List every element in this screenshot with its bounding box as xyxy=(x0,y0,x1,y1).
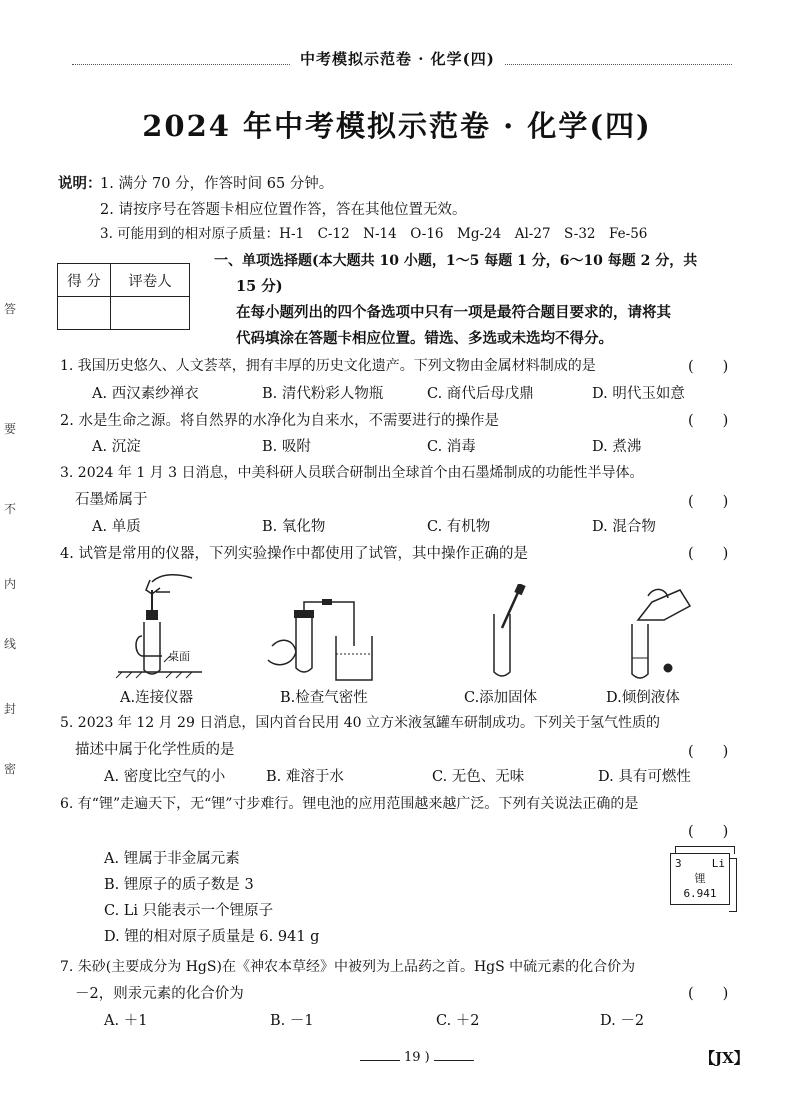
section-desc: 在每小题列出的四个备选项中只有一项是最符合题目要求的，请将其 xyxy=(236,304,671,321)
option[interactable]: D. 混合物 xyxy=(592,519,656,535)
element-name: 锂 xyxy=(694,872,706,885)
option[interactable]: C. 商代后母戊鼎 xyxy=(427,386,534,402)
atomic-mass: 6.941 xyxy=(683,887,717,900)
instruction-item: 2. 请按序号在答题卡相应位置作答，答在其他位置无效。 xyxy=(100,202,467,218)
answer-paren[interactable]: ( ) xyxy=(688,986,729,1002)
option[interactable]: A. 锂属于非金属元素 xyxy=(104,851,240,867)
question-stem: 5. 2023 年 12 月 29 日消息，国内首台民用 40 立方米液氢罐车研制成功。下列关于氢气性质的 xyxy=(60,715,661,731)
margin-char: 线 xyxy=(4,637,17,651)
figure-b-airtightness xyxy=(262,596,382,686)
option[interactable]: A. ＋1 xyxy=(104,1013,148,1029)
option[interactable]: A. 西汉素纱禅衣 xyxy=(92,386,199,402)
figure-caption[interactable]: A.连接仪器 xyxy=(120,690,194,706)
figure-a-connect-apparatus xyxy=(112,566,212,682)
margin-char: 密 xyxy=(4,762,17,776)
grader-header: 评卷人 xyxy=(111,264,190,297)
score-header: 得 分 xyxy=(58,264,111,297)
question-stem: 4. 试管是常用的仪器，下列实验操作中都使用了试管，其中操作正确的是 xyxy=(60,546,528,562)
option[interactable]: C. 有机物 xyxy=(427,519,491,535)
option[interactable]: D. －2 xyxy=(600,1013,645,1029)
instructions-label: 说明： xyxy=(58,175,102,192)
figure-label-table: 桌面 xyxy=(168,650,190,663)
answer-paren[interactable]: ( ) xyxy=(688,546,729,562)
option[interactable]: B. 清代粉彩人物瓶 xyxy=(262,386,384,402)
page-title: 2024 年中考模拟示范卷 · 化学(四) xyxy=(142,109,652,143)
answer-paren[interactable]: ( ) xyxy=(688,359,729,375)
margin-char: 内 xyxy=(4,577,17,591)
figure-c-add-solid xyxy=(480,584,530,684)
option[interactable]: B. －1 xyxy=(270,1013,314,1029)
answer-paren[interactable]: ( ) xyxy=(688,824,729,840)
question-stem-cont: 描述中属于化学性质的是 xyxy=(75,742,235,758)
section-heading-cont: 15 分) xyxy=(236,278,283,295)
instruction-item: 3. 可能用到的相对原子质量：H-1 C-12 N-14 O-16 Mg-24 Al-27 S-32 Fe-56 xyxy=(100,226,648,242)
option[interactable]: A. 密度比空气的小 xyxy=(104,769,226,785)
section-desc: 代码填涂在答题卡相应位置。错选、多选或未选均不得分。 xyxy=(236,330,613,347)
option[interactable]: C. ＋2 xyxy=(436,1013,480,1029)
figure-caption[interactable]: B.检查气密性 xyxy=(280,690,368,706)
atomic-number: 3 xyxy=(675,857,682,870)
question-stem: 7. 朱砂(主要成分为 HgS)在《神农本草经》中被列为上品药之首。HgS 中硫元素的化合价为 xyxy=(60,959,636,975)
question-stem: 2. 水是生命之源。将自然界的水净化为自来水，不需要进行的操作是 xyxy=(60,413,499,429)
option[interactable]: C. 无色、无味 xyxy=(432,769,525,785)
answer-paren[interactable]: ( ) xyxy=(688,494,729,510)
option[interactable]: D. 煮沸 xyxy=(592,439,642,455)
option[interactable]: B. 氧化物 xyxy=(262,519,326,535)
option[interactable]: D. 具有可燃性 xyxy=(598,769,691,785)
question-stem-cont: －2，则汞元素的化合价为 xyxy=(75,986,244,1002)
option[interactable]: C. Li 只能表示一个锂原子 xyxy=(104,903,274,919)
page-number-value: 19 xyxy=(404,1050,421,1065)
margin-char: 要 xyxy=(4,422,17,436)
answer-paren[interactable]: ( ) xyxy=(688,744,729,760)
score-cell[interactable] xyxy=(58,297,111,330)
option[interactable]: A. 单质 xyxy=(92,519,141,535)
option[interactable]: D. 明代玉如意 xyxy=(592,386,685,402)
option[interactable]: B. 吸附 xyxy=(262,439,311,455)
instruction-item: 1. 满分 70 分，作答时间 65 分钟。 xyxy=(100,176,334,192)
running-title: 中考模拟示范卷 · 化学(四) xyxy=(290,48,505,69)
page-number: 19 ) xyxy=(360,1050,478,1065)
question-stem: 3. 2024 年 1 月 3 日消息，中美科研人员联合研制出全球首个由石墨烯制成的功能性半导体。 xyxy=(60,465,644,481)
grader-cell[interactable] xyxy=(111,297,190,330)
figure-caption[interactable]: D.倾倒液体 xyxy=(606,690,680,706)
answer-paren[interactable]: ( ) xyxy=(688,413,729,429)
option[interactable]: C. 消毒 xyxy=(427,439,476,455)
question-stem: 1. 我国历史悠久、人文荟萃，拥有丰厚的历史文化遗产。下列文物由金属材料制成的是 xyxy=(60,358,596,374)
margin-char: 不 xyxy=(4,502,17,516)
option[interactable]: A. 沉淀 xyxy=(92,439,141,455)
periodic-element-cell xyxy=(670,853,730,905)
question-stem-cont: 石墨烯属于 xyxy=(75,492,148,508)
edition-code: 【JX】 xyxy=(700,1049,749,1067)
margin-char: 答 xyxy=(4,302,17,316)
score-table xyxy=(57,263,190,330)
figure-caption[interactable]: C.添加固体 xyxy=(464,690,538,706)
margin-char: 封 xyxy=(4,702,17,716)
element-symbol: Li xyxy=(711,857,725,870)
option[interactable]: B. 锂原子的质子数是 3 xyxy=(104,877,254,893)
figure-d-pour-liquid xyxy=(624,584,704,684)
question-stem: 6. 有“锂”走遍天下，无“锂”寸步难行。锂电池的应用范围越来越广泛。下列有关说法正确的是 xyxy=(60,796,639,812)
section-heading: 一、单项选择题(本大题共 10 小题，1～5 每题 1 分，6～10 每题 2 分，共 xyxy=(214,253,698,269)
option[interactable]: B. 难溶于水 xyxy=(266,769,344,785)
option[interactable]: D. 锂的相对原子质量是 6. 941 g xyxy=(104,929,320,945)
